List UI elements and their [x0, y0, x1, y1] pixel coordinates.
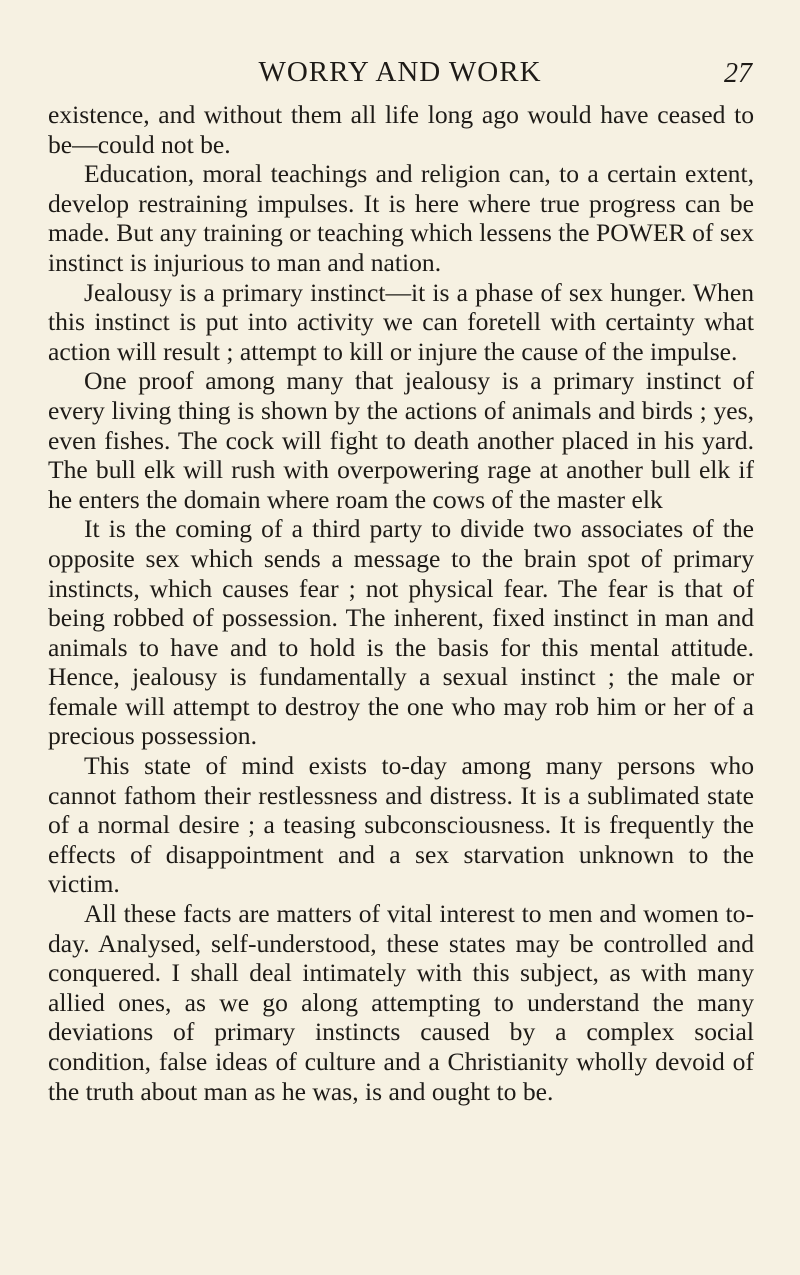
paragraph-vital-interest: All these facts are matters of vital interest to men and women to-day. Analysed, self-understood, these states may be controlled and conquered. I shall deal intimately with this subject, as with many allied ones, as we go along attempting to understand the many deviations of primary instincts caused by a complex social condition, false ideas of culture and a Christianity wholly devoid of the truth about man as he was, is and ought to be. — [48, 899, 754, 1106]
paragraph-jealousy: Jealousy is a primary instinct—it is a phase of sex hunger. When this instinct is put into activity we can foretell with certainty what action will result ; attempt to kill or injure the cause of the impulse. — [48, 277, 754, 366]
paragraph-education: Education, moral teachings and religion can, to a certain extent, develop restraining impulses. It is here where true progress can be made. But any training or teaching which lessens the POWER of sex instinct is injurious to man and nation. — [48, 159, 754, 277]
page-number: 27 — [724, 58, 752, 89]
paragraph-state-of-mind: This state of mind exists to-day among many persons who cannot fathom their restlessness and distress. It is a sublimated state of a normal desire ; a teasing subconsciousness. It is frequently the effects of disappointment and a sex starvation unknown to the victim. — [48, 751, 754, 899]
body-text — [48, 100, 754, 1106]
running-head — [48, 56, 752, 96]
running-title: WORRY AND WORK — [258, 56, 542, 88]
paragraph-proof: One proof among many that jealousy is a primary instinct of every living thing is shown by the actions of animals and birds ; yes, even fishes. The cock will fight to death another placed in his yard. The bull elk will rush with overpowering rage at another bull elk if he enters the domain where roam the cows of the master elk — [48, 366, 754, 514]
paragraph-continuation: existence, and without them all life long ago would have ceased to be—could not be. — [48, 100, 754, 159]
paragraph-third-party: It is the coming of a third party to divide two associates of the opposite sex which sends a message to the brain spot of primary instincts, which causes fear ; not physical fear. The fear is that of being robbed of possession. The inherent, fixed instinct in man and animals to have and to hold is the basis for this mental attitude. Hence, jealousy is fundamentally a sexual instinct ; the male or female will attempt to destroy the one who may rob him or her of a precious possession. — [48, 514, 754, 751]
